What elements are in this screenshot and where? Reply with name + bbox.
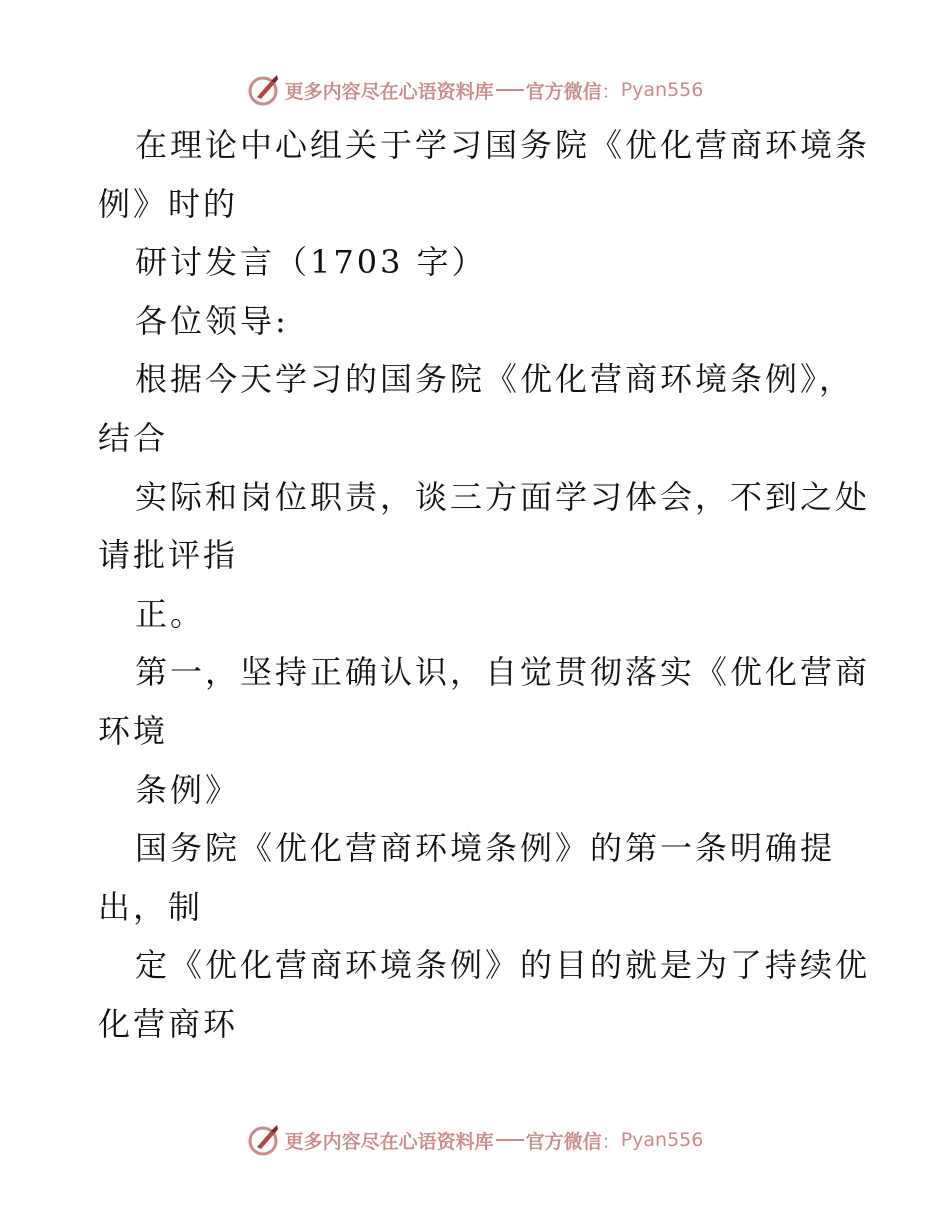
footer-banner [0, 1120, 950, 1160]
banner-official: 官方微信 [525, 1130, 602, 1153]
banner-wechat-id: Pyan556 [620, 79, 704, 101]
banner-text: 更多内容尽在心语资料库 [284, 1130, 494, 1153]
banner-official: 官方微信 [525, 80, 602, 103]
text-line: 实际和岗位职责，谈三方面学习体会，不到之处 [135, 477, 871, 516]
header-banner [0, 70, 950, 110]
text-line: 化营商环 [98, 1004, 239, 1043]
text-line: 在理论中心组关于学习国务院《优化营商环境条 [135, 126, 871, 164]
banner-separator: ： [601, 1130, 621, 1153]
text-line: 条例》 [135, 770, 241, 809]
text-line: 请批评指 [98, 536, 239, 575]
text-line: 第一，坚持正确认识，自觉贯彻落实《优化营商 [135, 653, 871, 692]
text-line: 根据今天学习的国务院《优化营商环境条例》， [135, 360, 855, 399]
banner-wechat-id: Pyan556 [620, 1129, 704, 1151]
quill-seal-icon [247, 1123, 281, 1157]
text-line: 各位领导: [135, 301, 289, 340]
banner-text: 更多内容尽在心语资料库 [284, 80, 494, 103]
document-body [98, 116, 871, 1054]
text-line: 国务院《优化营商环境条例》的第一条明确提 [135, 829, 836, 868]
text-line: 定《优化营商环境条例》的目的就是为了持续优 [135, 946, 871, 985]
text-line: 正。 [135, 594, 206, 633]
quill-seal-icon [247, 73, 281, 107]
text-line: 环境 [98, 711, 169, 750]
text-line: 出，制 [98, 887, 204, 926]
banner-dash [496, 1139, 524, 1141]
banner-dash [496, 89, 524, 91]
banner-separator: ： [601, 80, 621, 103]
text-line: 例》时的 [98, 184, 239, 223]
text-line: 结合 [98, 418, 169, 457]
text-line: 研讨发言（1703 字） [135, 243, 487, 282]
